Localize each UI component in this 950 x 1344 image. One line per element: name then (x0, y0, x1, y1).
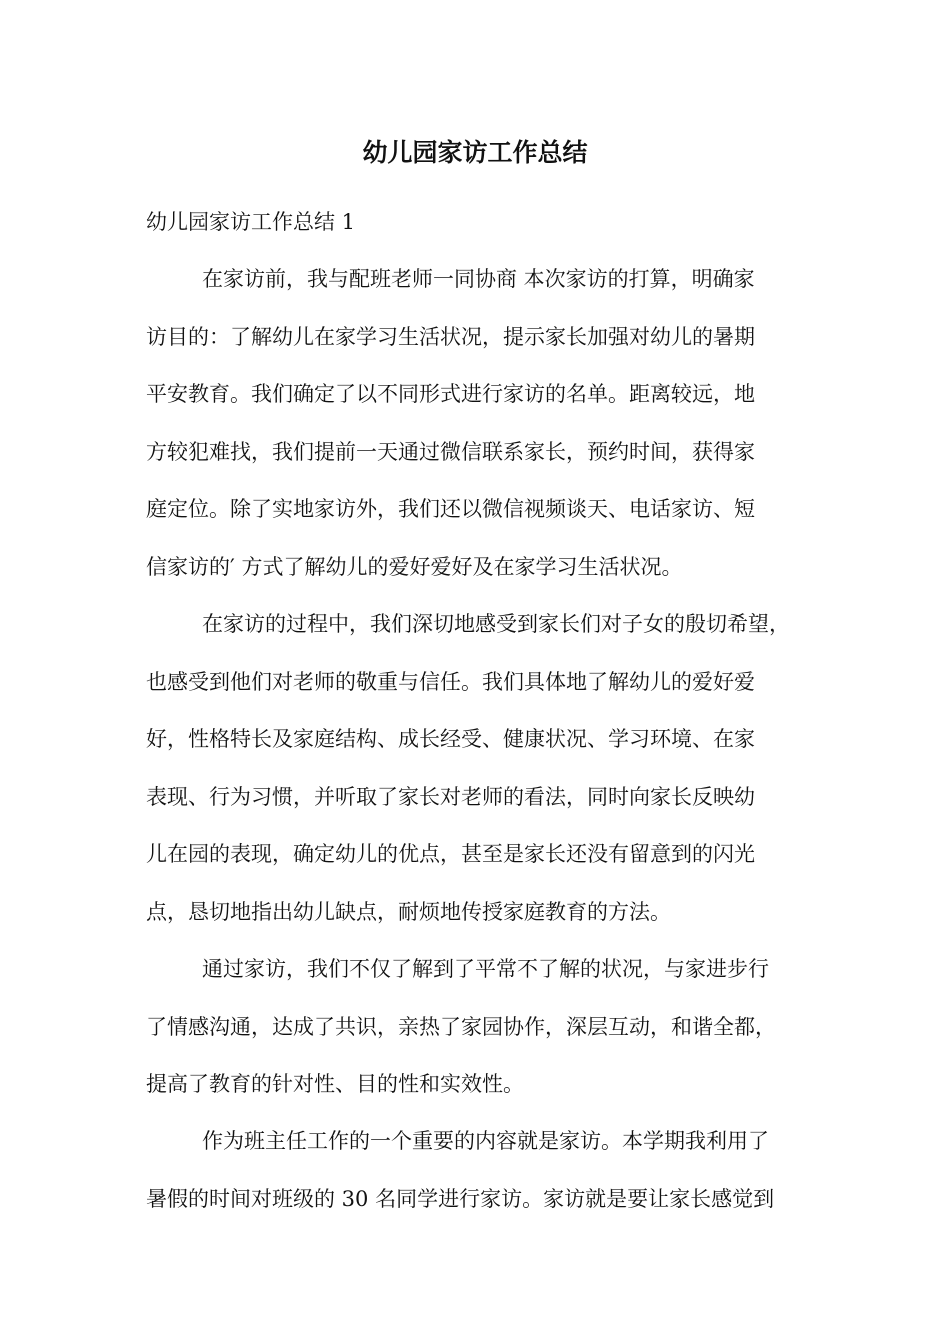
text-line: 表现、行为习惯，并听取了家长对老师的看法，同时向家长反映幼 (146, 784, 755, 809)
text-line: 通过家访，我们不仅了解到了平常不了解的状况，与家进步行 (202, 957, 769, 981)
paragraph-2 (146, 604, 826, 949)
text-line: 信家访的′ 方式了解幼儿的爱好爱好及在家学习生活状况。 (146, 554, 683, 579)
text-line: 点，恳切地指出幼儿缺点，耐烦地传授家庭教育的方法。 (146, 899, 671, 924)
paragraph-3 (146, 949, 826, 1122)
text-line: 方较犯难找，我们提前一天通过微信联系家长，预约时间，获得家 (146, 439, 755, 464)
section-heading: 幼儿园家访工作总结 1 (146, 210, 356, 234)
text-line: 暑假的时间对班级的 30 名同学进行家访。家访就是要让家长感觉到 (146, 1186, 775, 1211)
document-title: 幼儿园家访工作总结 (362, 138, 588, 167)
text-line: 在家访的过程中，我们深切地感受到家长们对子女的殷切希望， (202, 612, 790, 636)
paragraph-4 (146, 1121, 826, 1236)
text-line: 平安教育。我们确定了以不同形式进行家访的名单。距离较远，地 (146, 382, 755, 406)
text-line: 儿在园的表现，确定幼儿的优点，甚至是家长还没有留意到的闪光 (146, 842, 755, 866)
text-line: 好，性格特长及家庭结构、成长经受、健康状况、学习环境、在家 (146, 727, 755, 751)
text-line: 访目的：了解幼儿在家学习生活状况，提示家长加强对幼儿的暑期 (146, 324, 755, 349)
text-line: 提高了教育的针对性、目的性和实效性。 (146, 1072, 524, 1096)
text-line: 了情感沟通，达成了共识，亲热了家园协作，深层互动，和谐全都， (146, 1014, 776, 1039)
text-line: 作为班主任工作的一个重要的内容就是家访。本学期我利用了 (202, 1129, 769, 1153)
text-line: 在家访前，我与配班老师一同协商 本次家访的打算，明确家 (202, 267, 755, 291)
text-line: 也感受到他们对老师的敬重与信任。我们具体地了解幼儿的爱好爱 (146, 669, 755, 694)
paragraph-1 (146, 259, 826, 604)
text-line: 庭定位。除了实地家访外，我们还以微信视频谈天、电话家访、短 (146, 497, 755, 521)
